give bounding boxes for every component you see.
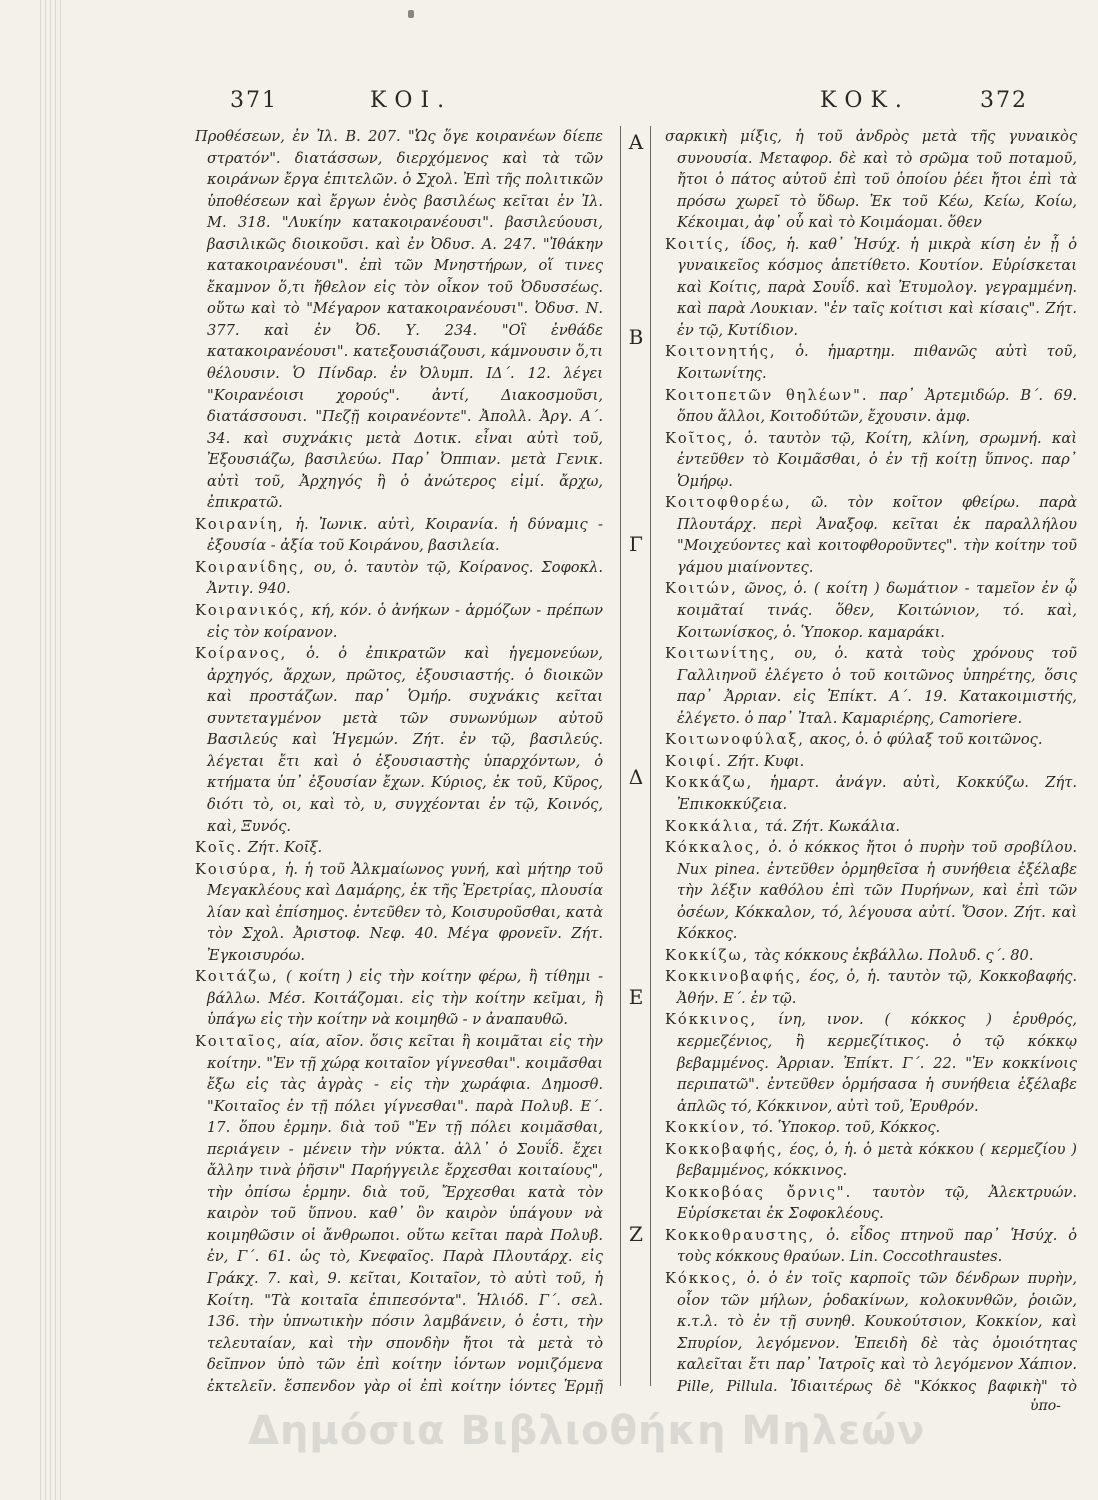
running-headword-right: ΚΟΚ.	[820, 88, 910, 113]
dictionary-entry	[665, 837, 1077, 945]
entry-text: αία, αῖον. ὅσις κεῖται ἢ κοιμᾶται εἰς τὴν κοίτην. "Ἐν τῇ χώρᾳ κοιταῖον γίγνεσθαι". κοιμᾶσθαι ἔξω εἰς τὰς ἀγρὰς - εἰς τὴν χωράφια. Δημοσθ. "Κοιταῖος ἐν τῇ πόλει γίγνεσθαι". παρὰ Πολυβ. Ε΄. 17. ὅπου ἑρμην. διὰ τοῦ "Ἐν τῇ πόλει κοιμᾶσθαι, περιάγειν - μένειν τὴν νύκτα. ἀλλ᾽ ὁ Σουΐδ. ἔχει ἄλλην τινὰ ῥῆσιν" Παρήγγειλε ἔρχεσθαι κοιταίους", τὴν ὀπίσω ἑρμην. διὰ τοῦ, Ἔρχεσθαι κατὰ τὸν καιρὸν τοῦ ὕπνου. καθ᾽ ὃν καιρὸν ὑπάγουν νὰ κοιμηθῶσιν οἱ ἄνθρωποι. οὕτω κεῖται παρὰ Πολυβ. ἐν, Γ΄. 61. ὡς τὸ, Κνεφαῖος. Παρὰ Πλουτάρχ. εἰς Γράκχ. 7. καὶ, 9. κεῖται, Κοιταῖον, τὸ αὐτὶ τοῦ, ἡ Κοίτη. "Τὰ κοιταῖα ἐπιπεσόντα". Ἡλιόδ. Γ΄. σελ. 136. τὴν ὑπνωτικὴν πόσιν λαμβάνειν, ὁ ἐστι, τὴν τελευταίαν, καὶ τὴν σπονδὴν ἤτοι τὰ μετὰ τὸ δεῖπνον ὑπὸ τῶν ἐπὶ κοίτην ἰόντων νομιζόμενα ἐκτελεῖν. ἔσπενδον γὰρ οἱ ἐπὶ κοίτην ἰόντες Ἑρμῇ	[207, 1032, 603, 1395]
entry-headword: Κοιρανίη,	[195, 515, 285, 533]
entry-headword: Κοκκάζω,	[665, 774, 754, 792]
catchword: ὑπο-	[1030, 1398, 1061, 1414]
entry-text: τά. Ζήτ. Κωκάλια.	[764, 817, 901, 835]
dictionary-entry	[665, 751, 1077, 773]
entry-headword: Κοκκοβόας ὄρνις".	[665, 1183, 853, 1201]
entry-headword: Κοιτών,	[665, 580, 738, 598]
dictionary-entry	[665, 1139, 1077, 1182]
signature-mark: Α	[628, 130, 644, 154]
signature-mark: Β	[628, 325, 644, 349]
entry-headword: Κοῖτος,	[665, 429, 735, 447]
entry-headword: Κοιτωνίτης,	[665, 645, 777, 663]
entry-headword: Κοισύρα,	[195, 860, 279, 878]
dictionary-entry	[665, 428, 1077, 493]
running-headword-left: ΚΟΙ.	[370, 88, 453, 113]
dictionary-entry	[665, 1182, 1077, 1225]
signature-mark: Γ	[629, 532, 643, 556]
entry-headword: Κοκκοθραυστης,	[665, 1226, 816, 1244]
dictionary-entry	[195, 859, 603, 967]
entry-headword: Κοκκίζω,	[665, 946, 750, 964]
column-rule-left	[620, 126, 621, 1386]
dictionary-entry	[665, 1117, 1077, 1139]
signature-mark: Δ	[628, 765, 644, 789]
entry-headword: Κόκκαλος,	[665, 839, 762, 857]
dictionary-entry	[665, 578, 1077, 643]
entry-headword: Κοίρανος,	[195, 645, 288, 663]
library-watermark: Δημόσια Βιβλιοθήκη Μηλεών	[248, 1408, 926, 1454]
page-header	[180, 88, 1028, 118]
entry-headword: Κόκκος,	[665, 1269, 739, 1287]
entry-text: ( κοίτη ) εἰς τὴν κοίτην φέρω, ἢ τίθημι - βάλλω. Μέσ. Κοιτάζομαι. εἰς τὴν κοίτην κεῖμαι, ἢ ὑπάγω εἰς τὴν κοίτην νὰ κοιμηθῶ - ν ἀναπαυθῶ.	[207, 968, 603, 1029]
entry-text: κή, κόν. ὁ ἀνήκων - ἁρμόζων - πρέπων εἰς τὸν κοίρανον.	[207, 602, 603, 641]
entry-text: ου, ὁ. κατὰ τοὺς χρόνους τοῦ Γαλλιηνοῦ ἐλέγετο ὁ τοῦ κοιτῶνος ὑπηρέτης, ὅσις παρ᾽ Ἀρριαν. εἰς Ἐπίκτ. Α΄. 19. Κατακοιμιστής, ἐλέγετο. ὁ παρ᾽ Ἰταλ. Καμαριέρης, Camoriere.	[677, 645, 1077, 727]
entry-text: Ζήτ. Κυφι.	[727, 752, 805, 770]
entry-text: τό. Ὑποκορ. τοῦ, Κόκκος.	[751, 1119, 941, 1137]
entry-headword: Κοῖς.	[195, 839, 244, 857]
entry-text: Ζήτ. Κοῖξ.	[247, 839, 323, 857]
dictionary-entry	[665, 492, 1077, 578]
entry-headword: Κοιτοπετῶν θηλέων".	[665, 386, 869, 404]
dictionary-entry	[195, 643, 603, 837]
right-column	[665, 126, 1077, 1396]
entry-headword: Κοκκινοβαφής,	[665, 968, 803, 986]
entry-headword: Κοιτωνοφύλαξ,	[665, 731, 805, 749]
entry-text: ὁ. ἡμαρτημ. πιθανῶς αὐτὶ τοῦ, Κοιτωνίτης.	[677, 343, 1077, 383]
entry-text: ῶνος, ὁ. ( κοίτη ) δωμάτιον - ταμεῖον ἐν ᾧ κοιμᾶταί τινάς. ὅθεν, Κοιτώνιον, τό. καὶ, Κοιτωνίσκος, ὁ. Ὑποκορ. καμαράκι.	[677, 580, 1077, 641]
entry-text: ἡ. ἡ τοῦ Ἀλκμαίωνος γυνή, καὶ μήτηρ τοῦ Μεγακλέους καὶ Δαμάρης, ἐκ τῆς Ἐρετρίας, πλουσία λίαν καὶ ἐπίσημος. ἐντεῦθεν τὸ, Κοισυροῦσθαι, κατὰ τὸν Σχολ. Ἀριστοφ. Νεφ. 40. Μέγα φρονεῖν. Ζήτ. Ἐγκοισυρόω.	[207, 860, 603, 964]
dictionary-entry	[665, 341, 1077, 384]
entry-headword: Κοιτοφθορέω,	[665, 494, 792, 512]
dictionary-entry	[195, 514, 603, 557]
entry-text: ἡ. Ἰωνικ. αὐτὶ, Κοιρανία. ἡ δύναμις - ἐξουσία - ἀξία τοῦ Κοιράνου, βασιλεία.	[207, 515, 603, 555]
dictionary-entry	[665, 126, 1077, 234]
dictionary-entry	[665, 772, 1077, 815]
entry-text: σαρκικὴ μίξις, ἡ τοῦ ἀνδρὸς μετὰ τῆς γυναικὸς συνουσία. Μεταφορ. δὲ καὶ τὸ σρῶμα τοῦ ποταμοῦ, ἤτοι ὁ πάτος αὐτοῦ ἐπὶ τοῦ ὁποίου ῥέει ἤτοι ἐπὶ τὰ πρόσω χωρεῖ τὸ ὕδωρ. Ἐκ τοῦ Κέω, Κείω, Κοίω, Κέκοιμαι, ἀφ᾽ οὗ καὶ τὸ Κοιμάομαι. ὅθεν	[665, 128, 1077, 232]
entry-text: Προθέσεων, ἐν Ἰλ. Β. 207. "Ὡς ὅγε κοιρανέων δίεπε στρατόν". διατάσσων, διερχόμενος καὶ τὰ τῶν κοιράνων ἔργα ἐπιτελῶν. ὁ Σχολ. Ἐπὶ τῆς πολιτικῶν ὑποθέσεων καὶ ἔργων ἑνὸς βασιλέως κεῖται ἐν Ἰλ. Μ. 318. "Λυκίην κατακοιρανέουσι". βασιλεύουσι, βασιλικῶς διοικοῦσι. καὶ ἐν Ὀδυσ. Α. 247. "Ἰθάκην κατακοιρανέουσι". ἐπὶ τῶν Μνηστήρων, οἵ τινες ἔκαμνον ὅ,τι ἤθελον εἰς τὸν οἶκον τοῦ Ὀδυσσέως. οὕτω καὶ τὸ "Μέγαρον κατακοιρανέουσι". Ὀδυσ. Ν. 377. καὶ ἐν Ὀδ. Υ. 234. "Οἳ ἐνθάδε κατακοιρανέουσι". κατεξουσιάζουσι, κάμνουσιν ὅ,τι θέλουσιν. Ὁ Πίνδαρ. ἐν Ὀλυμπ. ΙΔ΄. 12. λέγει "Κοιρανέοισι χορούς". ἀντί, Διακοσμοῦσι, διατάσσουσι. "Πεζῇ κοιρανέοντε". Ἀπολλ. Ἀργ. Α΄. 34. καὶ συχνάκις μετὰ Δοτικ. εἶναι αὐτὶ τοῦ, Ἐξουσιάζω, βασιλεύω. Παρ᾽ Ὀππιαν. μετὰ Γενικ. αὐτὶ τοῦ, Ἀρχηγός ἢ ὁ ἀνώτερος εἰμί. ἄρχω, ἐπικρατῶ.	[195, 128, 603, 512]
signature-mark: Ζ	[629, 1222, 643, 1246]
dictionary-entry	[665, 816, 1077, 838]
entry-text: ῶ. τὸν κοῖτον φθείρω. παρὰ Πλουτάρχ. περὶ Ἀναξοφ. κεῖται ἐκ παραλλήλου "Μοιχεύοντες καὶ κοιτοφθοροῦντες". τὴν κοίτην τοῦ γάμου μιαίνοντες.	[677, 494, 1077, 576]
dictionary-entry	[195, 126, 603, 514]
column-rule-right	[650, 126, 651, 1386]
page-binding-edge	[40, 0, 62, 1500]
dictionary-entry	[665, 1268, 1077, 1396]
dictionary-entry	[195, 837, 603, 859]
left-column	[195, 126, 603, 1396]
dictionary-entry	[665, 643, 1077, 729]
entry-text: ου, ὁ. ταυτὸν τῷ, Κοίρανος. Σοφοκλ. Ἀντιγ. 940.	[207, 558, 603, 598]
entry-text: έος, ὁ, ἡ. ταυτὸν τῷ, Κοκκοβαφής. Ἀθήν. Ε΄. ἐν τῷ.	[677, 968, 1077, 1007]
dictionary-entry	[665, 234, 1077, 342]
entry-text: έος, ὁ, ἡ. ὁ μετὰ κόκκου ( κερμεζίου ) βεβαμμένος, κόκκινος.	[677, 1140, 1077, 1180]
dictionary-entry	[665, 1225, 1077, 1268]
signature-mark: Ε	[628, 985, 644, 1009]
dictionary-entry	[195, 600, 603, 643]
dictionary-entry	[665, 966, 1077, 1009]
page-number-left: 371	[230, 88, 278, 113]
entry-headword: Κοκκάλια,	[665, 817, 761, 835]
entry-text: ίδος, ἡ. καθ᾽ Ἡσύχ. ἡ μικρὰ κίση ἐν ᾗ ὁ γυναικεῖος κόσμος ἀπετίθετο. Κουτίον. Εὑρίσκεται καὶ Κοίτις, παρὰ Σουΐδ. καὶ Ἐτυμολογ. γεγραμμένη. καὶ παρὰ Λουκιαν. "ἐν ταῖς κοίτισι καὶ κίσαις". Ζήτ. ἐν τῷ, Κυτίδιον.	[677, 235, 1077, 339]
entry-headword: Κοκκίον,	[665, 1119, 747, 1137]
entry-text: παρ᾽ Ἀρτεμιδώρ. Β΄. 69. ὅπου ἄλλοι, Κοιτοδύτῶν, ἔχουσιν. ἀμφ.	[677, 386, 1077, 426]
dictionary-entry	[195, 557, 603, 600]
entry-headword: Κοιφί.	[665, 752, 723, 770]
entry-text: ὁ. εἶδος πτηνοῦ παρ᾽ Ἡσύχ. ὁ τοὺς κόκκους θραύων. Lin. Coccothraustes.	[677, 1226, 1077, 1266]
dictionary-entry	[665, 945, 1077, 967]
entry-text: ἡμαρτ. ἀνάγν. αὐτὶ, Κοκκύζω. Ζήτ. Ἐπικοκκύζεια.	[677, 774, 1077, 813]
entry-text: ὁ. ὁ κόκκος ἤτοι ὁ πυρὴν τοῦ σροβίλου. Nux pinea. ἐντεῦθεν ὁρμηθεῖσα ἡ συνήθεια ἐξέλαβε τὴν λέξιν καθόλου ἐπὶ τῶν Πυρήνων, καὶ ἐπὶ τῶν ὀσέων, Κόκκαλον, τό, λέγουσα αὐτί. Ὅσον. Ζήτ. καὶ Κόκκος.	[677, 839, 1077, 943]
entry-text: ίνη, ινον. ( κόκκος ) ἐρυθρός, κερμεζένιος, ἢ κερμεζίτικος. ὁ τῷ κόκκῳ βεβαμμένος. Ἀρριαν. Ἐπίκτ. Γ΄. 22. "Ἐν κοκκίνοις περιπατῶ". ἐντεῦθεν ὁρμήσασα ἡ συνήθεια ἐξέλαβε ἁπλῶς τό, Κόκκινον, αὐτὶ τοῦ, Ἐρυθρόν.	[677, 1011, 1077, 1115]
entry-headword: Κόκκινος,	[665, 1011, 758, 1029]
entry-text: ταυτὸν τῷ, Ἀλεκτρυών. Εὑρίσκεται ἐκ Σοφοκλέους.	[677, 1183, 1077, 1223]
entry-text: ὁ. ταυτὸν τῷ, Κοίτη, κλίνη, σρωμνή. καὶ ἐντεῦθεν τὸ Κοιμᾶσθαι, ὁ ἐν τῇ κοίτῃ ὕπνος. παρ᾽ Ὁμήρῳ.	[677, 429, 1077, 490]
entry-headword: Κοιτονητής,	[665, 343, 777, 361]
entry-headword: Κοκκοβαφής,	[665, 1140, 784, 1158]
entry-headword: Κοιτάζω,	[195, 968, 279, 986]
dictionary-entry	[665, 729, 1077, 751]
dictionary-entry	[195, 1031, 603, 1396]
entry-headword: Κοιρανίδης,	[195, 558, 306, 576]
dictionary-entry	[195, 966, 603, 1031]
page-number-right: 372	[980, 88, 1028, 113]
entry-headword: Κοιταῖος,	[195, 1032, 284, 1050]
entry-text: ὁ. ὁ ἐν τοῖς καρποῖς τῶν δένδρων πυρὴν, οἷον τῶν μήλων, ῥοδακίνων, κολοκυνθῶν, ῥοιῶν, κ.τ.λ. τὸ ἐν τῇ συνηθ. Κουκούτσιον, Κοκκίον, καὶ Σπυρίον, λεγόμενον. Ἐπειδὴ δὲ τὰς ὁμοιότητας καλεῖται ἔτι παρ᾽ Ἰατροῖς καὶ τὸ λεγόμενον Χάπιον. Pille, Pillula. Ἰδιαιτέρως δὲ "Κόκκος βαφικὴ" τὸ	[677, 1269, 1077, 1395]
entry-text: ὁ. ὁ ἐπικρατῶν καὶ ἡγεμονεύων, ἀρχηγός, ἄρχων, πρῶτος, ἐξουσιαστής. ὁ διοικῶν καὶ προστάζων. παρ᾽ Ὁμήρ. συχνάκις κεῖται συντεταγμένον μετὰ τῶν συνωνύμων αὐτοῦ Βασιλεύς καὶ Ἡγεμών. Ζήτ. ἐν τῷ, βασιλεύς. λέγεται ἔτι καὶ ὁ ἐξουσιαστὴς ὑπαρχόντων, ὁ κτήματα ὑπ᾽ ἐξουσίαν ἔχων. Κύριος, ἐκ τοῦ, Κῦρος, διότι τὸ, οι, καὶ τὸ, υ, συγχέονται ἐν τῷ, Κοινός, καὶ, Ξυνός.	[207, 645, 603, 835]
entry-text: ακος, ὁ. ὁ φύλαξ τοῦ κοιτῶνος.	[809, 731, 1043, 749]
dictionary-entry	[665, 1009, 1077, 1117]
entry-headword: Κοιρανικός,	[195, 602, 307, 620]
dictionary-entry	[665, 385, 1077, 428]
ink-speck	[408, 10, 414, 18]
entry-headword: Κοιτίς,	[665, 235, 732, 253]
entry-text: τὰς κόκκους ἐκβάλλω. Πολυδ. ς΄. 80.	[753, 946, 1034, 964]
